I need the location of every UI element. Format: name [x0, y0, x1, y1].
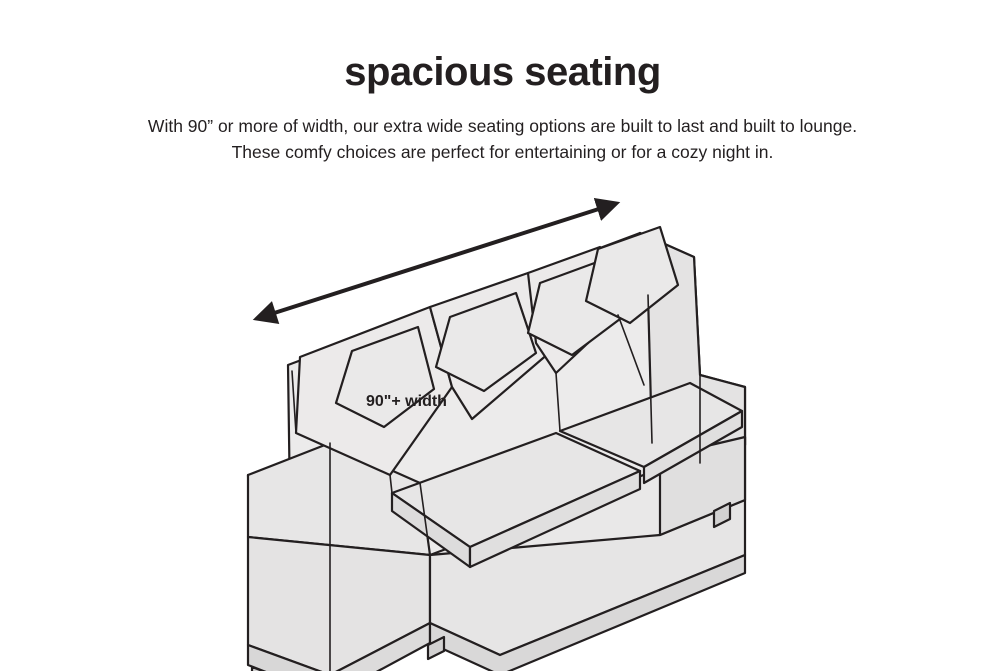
- subtitle-block: [0, 114, 1005, 166]
- sofa-illustration: [0, 175, 1005, 671]
- subtitle-line-1: With 90” or more of width, our extra wide seating options are built to last and built to lounge.: [147, 116, 858, 136]
- page-title: spacious seating: [344, 50, 661, 94]
- subtitle-line-2: These comfy choices are perfect for entertaining or for a cozy night in.: [231, 141, 774, 162]
- sofa-line-drawing-svg: [0, 175, 1005, 671]
- width-dimension-label: 90"+ width: [366, 393, 447, 410]
